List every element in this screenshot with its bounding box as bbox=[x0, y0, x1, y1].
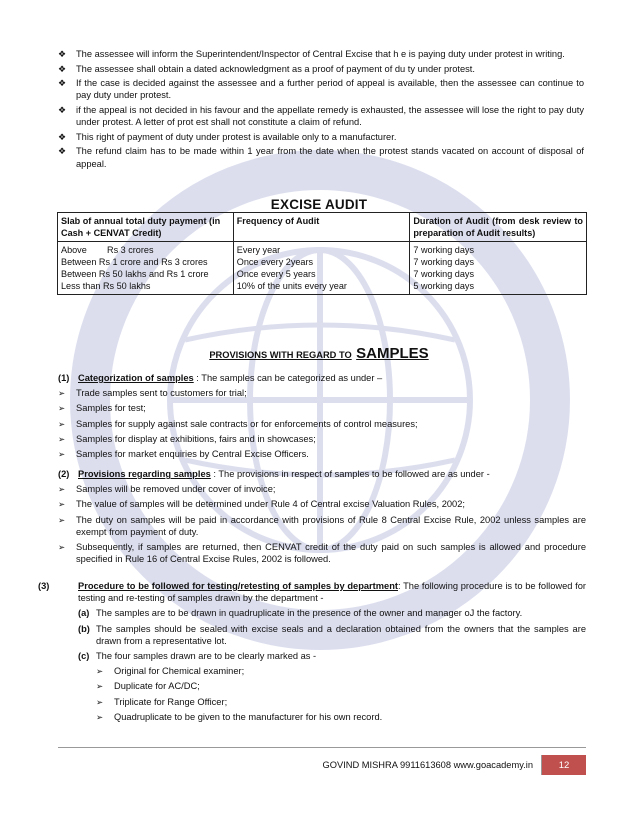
excise-audit-title: EXCISE AUDIT bbox=[270, 197, 368, 212]
procedure-steps bbox=[58, 607, 586, 723]
list-item: ➢ The duty on samples will be paid in accordance with provisions of Rule 8 Central Excise Rule, 2002 unless samples are exempt from payment of duty. bbox=[58, 514, 586, 537]
cell-line: Between Rs 1 crore and Rs 3 crores bbox=[61, 257, 208, 267]
diamond-bullet-icon: ❖ bbox=[58, 49, 67, 59]
table-cell bbox=[233, 242, 410, 295]
table-header-row bbox=[58, 213, 587, 242]
arrow-bullet-icon: ➢ bbox=[96, 696, 104, 707]
header-slab: Slab of annual total duty payment (in Cash + CENVAT Credit) bbox=[58, 213, 234, 242]
list-item: ➢ Quadruplicate to be given to the manufacturer for his own record. bbox=[96, 711, 383, 722]
list-item: ➢ Original for Chemical examiner; bbox=[96, 666, 245, 677]
cell-line: 7 working days bbox=[413, 245, 475, 255]
sample-marking-list bbox=[78, 665, 586, 723]
page-number-badge: 12 bbox=[541, 755, 586, 775]
list-item: ➢ Subsequently, if samples are returned, then CENVAT credit of the duty paid on such samples is allowed and procedure specified in Rule 16 of Central Excise Rules, 2002 is followed. bbox=[58, 542, 586, 565]
section-text: : The provisions in respect of samples to be followed are as under - bbox=[210, 469, 490, 479]
diamond-bullet-icon: ❖ bbox=[58, 131, 67, 142]
arrow-bullet-icon: ➢ bbox=[58, 403, 66, 414]
list-item: ➢ Samples for market enquiries by Central Excise Officers. bbox=[58, 449, 309, 460]
arrow-bullet-icon: ➢ bbox=[58, 514, 66, 525]
arrow-bullet-icon: ➢ bbox=[58, 499, 66, 510]
cell-line: Between Rs 50 lakhs and Rs 1 crore bbox=[61, 269, 209, 279]
diamond-bullet-icon: ❖ bbox=[58, 104, 67, 115]
cell-line: Once every 5 years bbox=[236, 269, 316, 279]
table-row bbox=[58, 242, 587, 295]
list-item: ❖ The refund claim has to be made within 1 year from the date when the protest stands vacated on account of disposal of appeal. bbox=[58, 146, 584, 169]
section-heading: Provisions regarding samples bbox=[78, 469, 211, 479]
list-item: (b) The samples should be sealed with excise seals and a declaration obtained from the owners that the samples are drawn from a representative lot. bbox=[78, 623, 586, 646]
provisions-prefix: PROVISIONS WITH REGARD TO bbox=[209, 350, 352, 360]
list-item: ❖ if the appeal is not decided in his favour and the appellate remedy is exhausted, the assessee will lose the right to pay duty under protest. A letter of prot est shall not constitute a claim of refund. bbox=[58, 104, 584, 128]
section-heading: Procedure to be followed for testing/retesting of samples by department bbox=[78, 581, 398, 591]
section-provisions bbox=[58, 468, 586, 568]
list-item: ➢ Triplicate for Range Officer; bbox=[96, 696, 228, 707]
list-item: ➢ Duplicate for AC/DC; bbox=[96, 681, 200, 692]
section-number: (1) bbox=[58, 373, 70, 383]
list-item: ➢ Samples for test; bbox=[58, 403, 146, 414]
list-item: ➢ The value of samples will be determined under Rule 4 of Central excise Valuation Rules, 2002; bbox=[58, 499, 465, 510]
cell-line: 10% of the units every year bbox=[236, 281, 347, 291]
header-frequency: Frequency of Audit bbox=[233, 213, 410, 242]
list-item: ➢ Samples will be removed under cover of invoice; bbox=[58, 484, 276, 495]
arrow-bullet-icon: ➢ bbox=[58, 433, 66, 444]
provisions-list bbox=[58, 483, 586, 565]
list-item: (a) The samples are to be drawn in quadruplicate in the presence of the owner and manager oJ the factory. bbox=[78, 608, 523, 619]
cell-line: 7 working days bbox=[413, 257, 475, 267]
table-cell bbox=[58, 242, 234, 295]
arrow-bullet-icon: ➢ bbox=[58, 542, 66, 553]
provisions-heading bbox=[0, 345, 638, 363]
cell-line: 7 working days bbox=[413, 269, 475, 279]
table-cell bbox=[410, 242, 587, 295]
cell-line: Above Rs 3 crores bbox=[61, 245, 154, 255]
section-text: : The following procedure is to be followed for testing and re-testing of samples drawn by the department - bbox=[78, 581, 586, 604]
provisions-title: SAMPLES bbox=[356, 345, 429, 362]
cell-line: 5 working days bbox=[413, 281, 475, 291]
diamond-bullet-icon: ❖ bbox=[58, 63, 67, 74]
cell-line: Every year bbox=[236, 245, 281, 255]
footer-text: GOVIND MISHRA 9911613608 www.goacademy.in bbox=[322, 760, 533, 770]
section-text: : The samples can be categorized as under – bbox=[193, 373, 383, 383]
excise-audit-table bbox=[57, 212, 587, 295]
step-letter: (b) bbox=[78, 623, 90, 634]
arrow-bullet-icon: ➢ bbox=[96, 681, 104, 692]
list-item: ❖ If the case is decided against the assessee and a further period of appeal is available, then the assessee can continue to pay duty under protest. bbox=[58, 78, 584, 101]
arrow-bullet-icon: ➢ bbox=[58, 388, 66, 399]
list-item: ❖ The assessee will inform the Superintendent/Inspector of Central Excise that h e is paying duty under protest in writing. bbox=[58, 49, 565, 59]
list-item: ➢ Samples for supply against sale contracts or for enforcements of control measures; bbox=[58, 418, 418, 429]
arrow-bullet-icon: ➢ bbox=[58, 418, 66, 429]
intro-bullet-list bbox=[58, 48, 584, 172]
list-item: ➢ Trade samples sent to customers for trial; bbox=[58, 388, 247, 399]
list-item: ➢ Samples for display at exhibitions, fairs and in showcases; bbox=[58, 433, 316, 444]
arrow-bullet-icon: ➢ bbox=[58, 484, 66, 495]
step-letter: (c) bbox=[78, 651, 90, 662]
cell-line: Once every 2years bbox=[236, 257, 314, 267]
cell-line: Less than Rs 50 lakhs bbox=[61, 281, 151, 291]
arrow-bullet-icon: ➢ bbox=[96, 711, 104, 722]
section-procedure bbox=[38, 580, 586, 726]
step-letter: (a) bbox=[78, 608, 90, 619]
footer-divider bbox=[58, 747, 586, 748]
section-heading: Categorization of samples bbox=[78, 373, 194, 383]
page-footer bbox=[323, 755, 587, 775]
diamond-bullet-icon: ❖ bbox=[58, 146, 67, 157]
diamond-bullet-icon: ❖ bbox=[58, 78, 67, 89]
section-number: (3) bbox=[38, 581, 50, 591]
arrow-bullet-icon: ➢ bbox=[96, 666, 104, 677]
list-item: ❖ This right of payment of duty under protest is available only to a manufacturer. bbox=[58, 131, 397, 142]
arrow-bullet-icon: ➢ bbox=[58, 449, 66, 460]
section-categorization bbox=[58, 372, 586, 463]
section-number: (2) bbox=[58, 469, 70, 479]
header-duration: Duration of Audit (from desk review to preparation of Audit results) bbox=[410, 213, 587, 242]
list-item: ❖ The assessee shall obtain a dated acknowledgment as a proof of payment of du ty under protest. bbox=[58, 63, 475, 74]
categorization-list bbox=[58, 387, 586, 460]
list-item: (c) The four samples drawn are to be clearly marked as - bbox=[78, 651, 317, 662]
